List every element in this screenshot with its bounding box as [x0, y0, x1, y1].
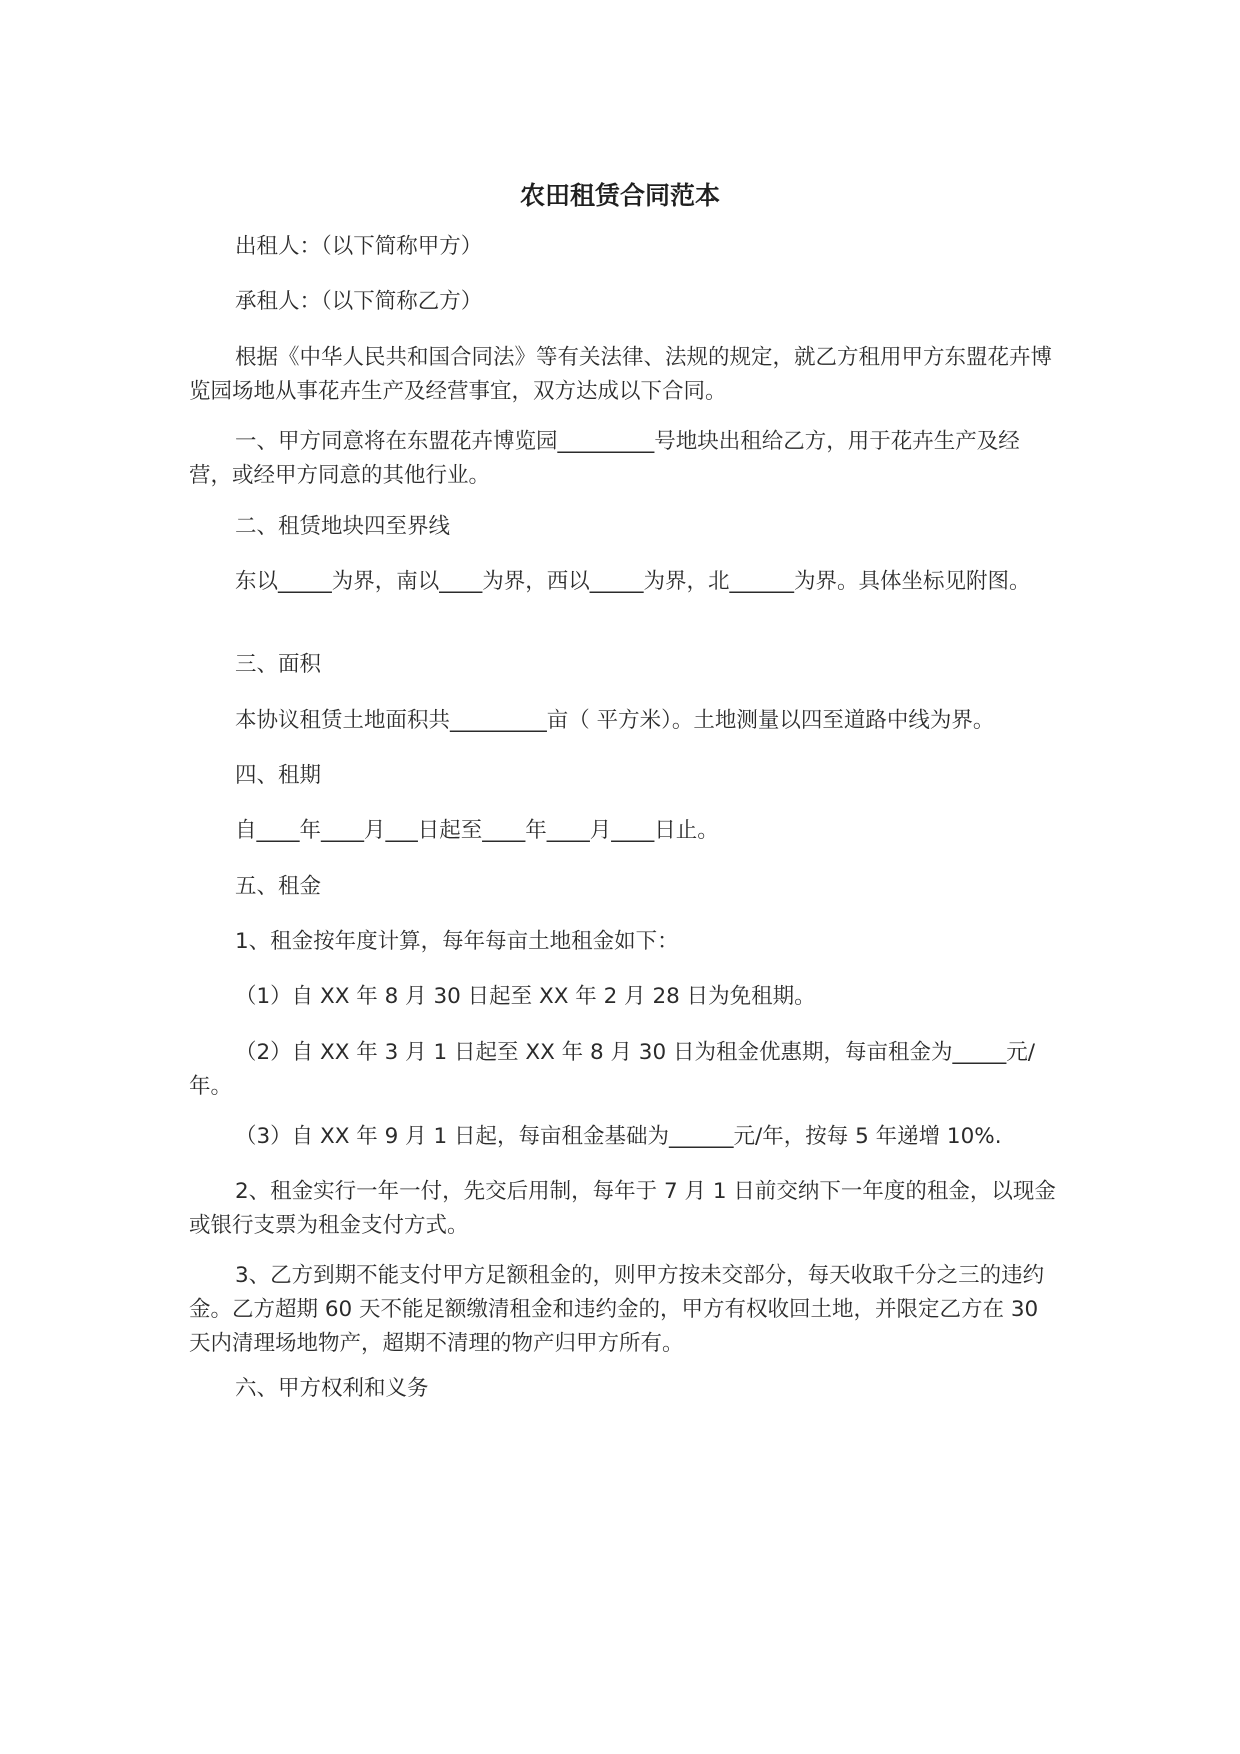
paragraph-rent-1-3: （3）自 XX 年 9 月 1 日起，每亩租金基础为______元/年，按每 5 年递增 10%. — [235, 1124, 1002, 1149]
paragraph-rent-1-1: （1）自 XX 年 8 月 30 日起至 XX 年 2 月 28 日为免租期。 — [235, 984, 816, 1009]
paragraph-boundaries: 东以_____为界，南以____为界，西以_____为界，北______为界。具体坐标见附图。 — [235, 569, 1031, 594]
paragraph-clause-1: 一、甲方同意将在东盟花卉博览园_________号地块出租给乙方，用于花卉生产及经营，或经甲方同意的其他行业。 — [189, 429, 1020, 488]
paragraph-rent-1-2: （2）自 XX 年 3 月 1 日起至 XX 年 8 月 30 日为租金优惠期，每亩租金为_____元/年。 — [189, 1040, 1035, 1099]
paragraph-rent-1: 1、租金按年度计算，每年每亩土地租金如下： — [235, 929, 679, 954]
paragraph-lessor: 出租人：（以下简称甲方） — [235, 234, 483, 259]
paragraph-heading-area: 三、面积 — [235, 652, 322, 677]
paragraph-area: 本协议租赁土地面积共_________亩（ 平方米）。土地测量以四至道路中线为界。 — [235, 708, 995, 733]
paragraph-rent-2: 2、租金实行一年一付，先交后用制，每年于 7 月 1 日前交纳下一年度的租金，以现金或银行支票为租金支付方式。 — [189, 1179, 1056, 1238]
paragraph-preamble: 根据《中华人民共和国合同法》等有关法律、法规的规定，就乙方租用甲方东盟花卉博览园场地从事花卉生产及经营事宜，双方达成以下合同。 — [189, 345, 1053, 404]
document-title: 农田租赁合同范本 — [519, 181, 720, 210]
paragraph-lessee: 承租人：（以下简称乙方） — [235, 289, 483, 314]
paragraph-heading-rent: 五、租金 — [235, 874, 322, 899]
paragraph-heading-boundaries: 二、租赁地块四至界线 — [235, 514, 451, 539]
paragraph-heading-term: 四、租期 — [235, 763, 322, 788]
paragraph-term: 自____年____月___日起至____年____月____日止。 — [235, 818, 719, 843]
paragraph-rent-3: 3、乙方到期不能支付甲方足额租金的，则甲方按未交部分，每天收取千分之三的违约金。乙方超期 60 天不能足额缴清租金和违约金的，甲方有权收回土地，并限定乙方在 30 天内清理场地物产，超期不清理的物产归甲方所有。 — [189, 1263, 1045, 1356]
paragraph-heading-party-a: 六、甲方权利和义务 — [235, 1376, 429, 1401]
